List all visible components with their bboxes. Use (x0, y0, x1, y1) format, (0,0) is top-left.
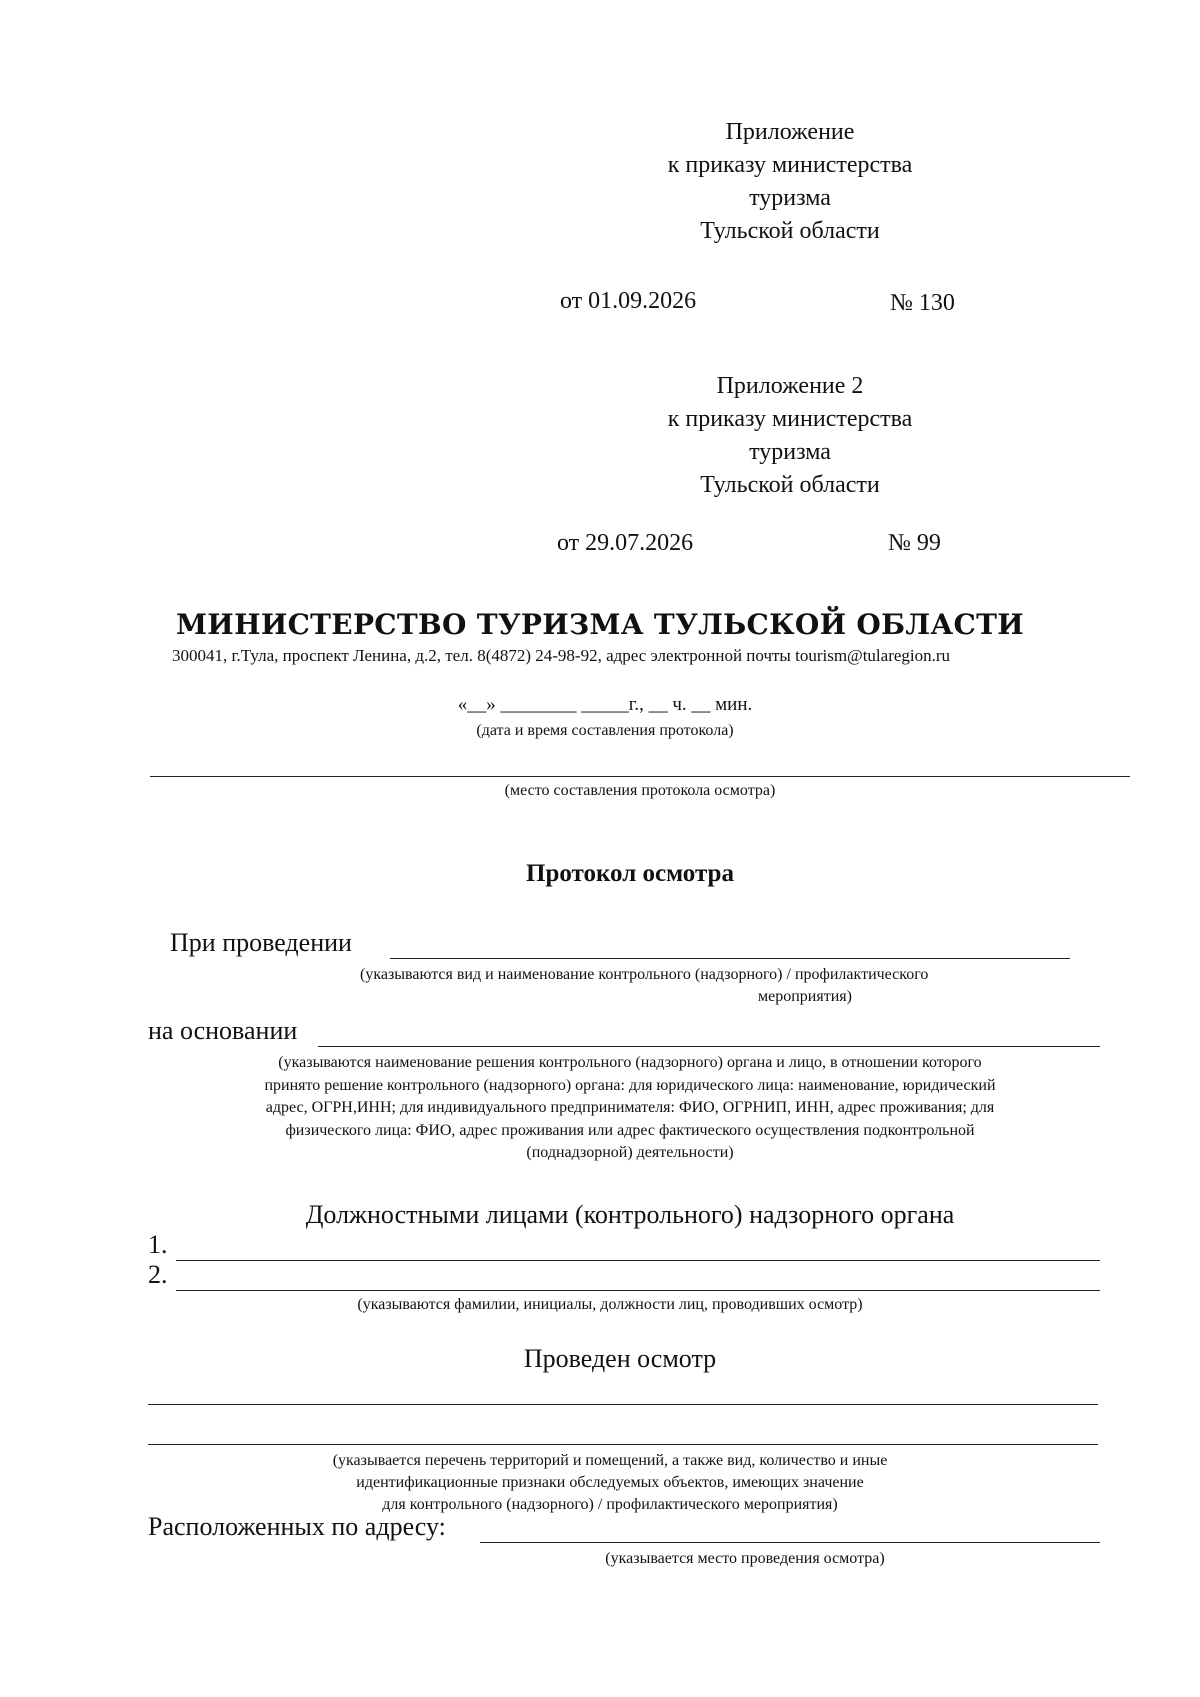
officials-heading: Должностными лицами (контрольного) надзорного органа (305, 1200, 955, 1229)
basis-line (318, 1046, 1100, 1047)
inspection-caption (230, 1450, 990, 1516)
basis-caption-line: (указываются наименование решения контрольного (надзорного) органа и лицо, в отношении которого (278, 1054, 982, 1071)
conducting-label: При проведении (170, 928, 352, 957)
officials-caption: (указываются фамилии, инициалы, должности лиц, проводивших осмотр) (357, 1296, 863, 1313)
basis-caption-line: принято решение контрольного (надзорного) органа: для юридического лица: наименование, юридический (264, 1076, 996, 1094)
inspection-caption-line: для контрольного (надзорного) / профилактического мероприятия) (382, 1496, 838, 1513)
appendix2-number: № 99 (888, 530, 941, 556)
basis-caption-line: адрес, ОГРН,ИНН; для индивидуального предпринимателя: ФИО, ОГРНИП, ИНН, адрес проживания; для (265, 1099, 995, 1116)
ministry-address: 300041, г.Тула, проспект Ленина, д.2, тел. 8(4872) 24-98-92, адрес электронной почты tourism@tularegion.ru (172, 646, 951, 665)
officials-item-2: 2. (148, 1260, 168, 1289)
appendix1-line: туризма (749, 185, 831, 211)
appendix1-date: от 01.09.2026 (560, 288, 697, 314)
appendix1-number: № 130 (890, 290, 955, 316)
appendix2-line: Тульской области (700, 472, 880, 498)
protocol-title: Протокол осмотра (526, 860, 734, 887)
appendix1-line: Тульской области (700, 218, 880, 244)
inspection-caption-line: идентификационные признаки обследуемых объектов, имеющих значение (356, 1474, 864, 1491)
basis-caption-line: (поднадзорной) деятельности) (526, 1144, 734, 1161)
appendix1-line: к приказу министерства (667, 152, 913, 178)
address-line (480, 1542, 1100, 1543)
place-line (150, 776, 1130, 777)
inspection-caption-line: (указывается перечень территорий и помещений, а также вид, количество и иные (332, 1452, 888, 1469)
appendix2-block (600, 370, 980, 502)
ministry-name: МИНИСТЕРСТВО ТУРИЗМА ТУЛЬСКОЙ ОБЛАСТИ (176, 608, 1024, 641)
appendix1-line: Приложение (725, 119, 855, 145)
officials-line-1 (176, 1260, 1100, 1261)
appendix2-line: Приложение 2 (716, 373, 864, 399)
inspection-line-1 (148, 1404, 1098, 1405)
address-caption: (указывается место проведения осмотра) (605, 1550, 885, 1567)
inspection-line-2 (148, 1444, 1098, 1445)
datetime-caption: (дата и время составления протокола) (476, 722, 734, 739)
place-caption: (место составления протокола осмотра) (504, 782, 776, 799)
appendix1-block (600, 116, 980, 248)
conducting-caption-cont: мероприятия) (758, 988, 852, 1005)
appendix2-date: от 29.07.2026 (557, 530, 694, 556)
address-label: Расположенных по адресу: (148, 1512, 446, 1541)
conducting-line (390, 958, 1070, 959)
basis-label: на основании (148, 1016, 298, 1045)
basis-caption-line: физического лица: ФИО, адрес проживания или адрес фактического осуществления подконтрольной (285, 1121, 975, 1139)
conducting-caption: (указываются вид и наименование контрольного (надзорного) / профилактического (360, 966, 929, 983)
basis-caption (150, 1052, 1110, 1165)
appendix2-line: к приказу министерства (667, 406, 913, 432)
appendix2-line: туризма (749, 439, 831, 465)
officials-item-1: 1. (148, 1230, 168, 1259)
officials-line-2 (176, 1290, 1100, 1291)
inspection-heading: Проведен осмотр (523, 1344, 717, 1373)
datetime-template: «__» ________ _____г., __ ч. __ мин. (457, 694, 753, 715)
